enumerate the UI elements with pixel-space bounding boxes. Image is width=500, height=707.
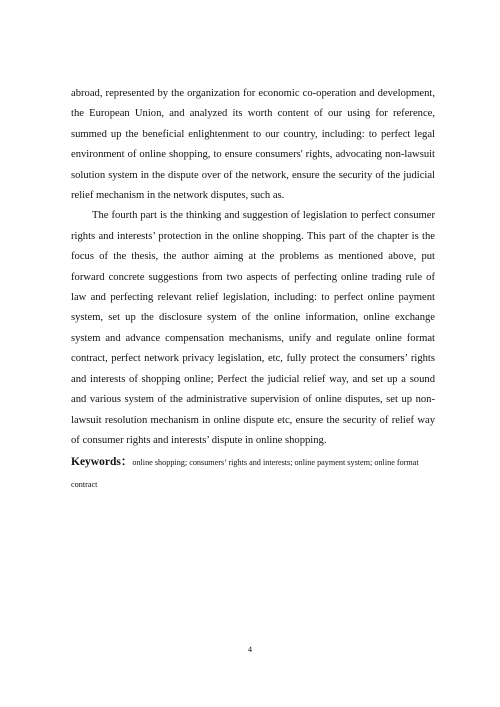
abstract-body (71, 84, 435, 495)
page-number: 4 (248, 645, 252, 654)
keywords-text: online shopping; consumers’ rights and interests; online payment system; online format contract (71, 458, 419, 490)
keywords-line (71, 451, 435, 495)
keywords-label: Keywords： (71, 456, 133, 469)
paragraph-fourth-part: The fourth part is the thinking and suggestion of legislation to perfect consumer rights and interests’ protection in the online shopping. This part of the chapter is the focus of the thesis, the author aiming at the problems as mentioned above, put forward concrete suggestions from two aspects of perfecting online trading rule of law and perfecting relevant relief legislation, including: to perfect online payment system, set up the disclosure system of the online information, online exchange system and advance compensation mechanisms, unify and regulate online format contract, perfect network privacy legislation, etc, fully protect the consumers’ rights and interests of shopping online; Perfect the judicial relief way, and set up a sound and various system of the administrative supervision of online disputes, set up non-lawsuit resolution mechanism in online dispute etc, ensure the security of relief way of consumer rights and interests’ dispute in online shopping. (71, 210, 435, 446)
paragraph-abroad: abroad, represented by the organization for economic co-operation and development, the European Union, and analyzed its worth content of our using for reference, summed up the beneficial enlightenment to our country, including: to perfect legal environment of online shopping, to ensure consumers' rights, advocating non-lawsuit solution system in the dispute over of the network, ensure the security of the judicial relief mechanism in the network disputes, such as. (71, 88, 435, 202)
